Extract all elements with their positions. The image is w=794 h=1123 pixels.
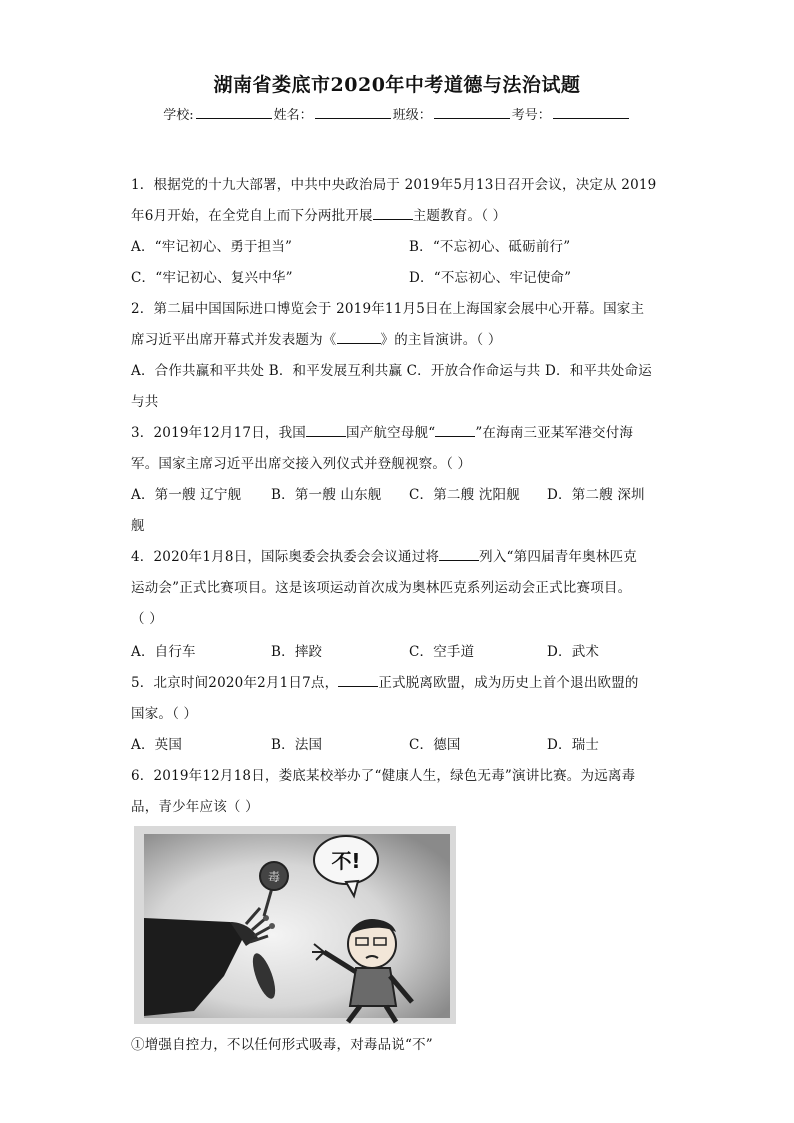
q1-stem-line2 <box>131 204 506 224</box>
anti-drug-cartoon <box>134 826 456 1024</box>
q4-stem-tail: 列入“第四届青年奥林匹克 <box>479 549 637 565</box>
q3-stem-line1 <box>131 421 633 441</box>
page-title: 湖南省娄底市2020年中考道德与法治试题 <box>213 74 581 96</box>
q5-stem-text: 5．北京时间2020年2月1日7点， <box>131 675 339 691</box>
q5-stem-line2: 国家。（ ） <box>131 706 198 722</box>
q3-blank-2 <box>435 425 475 437</box>
q1-option-a[interactable]: A．“牢记初心、勇于担当” <box>131 239 293 255</box>
q5-blank <box>338 675 378 687</box>
q5-option-a[interactable]: A．英国 <box>131 737 183 753</box>
q3-option-c[interactable]: C．第二艘 沈阳舰 <box>409 487 520 503</box>
q4-stem-line1 <box>131 545 637 565</box>
q4-stem-text: 4．2020年1月8日，国际奥委会执委会会议通过将 <box>131 549 440 565</box>
q1-blank <box>373 208 413 220</box>
q1-option-c[interactable]: C．“牢记初心、复兴中华” <box>131 270 293 286</box>
q3-options-wrap: 舰 <box>131 518 145 534</box>
q4-option-a[interactable]: A．自行车 <box>131 644 196 660</box>
q3-stem-tail: ”在海南三亚某军港交付海 <box>475 425 634 441</box>
q4-option-c[interactable]: C．空手道 <box>409 644 475 660</box>
q4-option-b[interactable]: B．摔跤 <box>271 644 323 660</box>
q3-stem-line2: 军。国家主席习近平出席交接入列仪式并登舰视察。（ ） <box>131 456 472 472</box>
q6-statement-1: ①增强自控力，不以任何形式吸毒，对毒品说“不” <box>131 1037 433 1053</box>
class-label: 班级： <box>392 108 432 123</box>
q2-stem-line1: 2．第二届中国国际进口博览会于 2019年11月5日在上海国家会展中心开幕。国家主 <box>131 301 645 317</box>
school-label: 学校: <box>163 108 194 123</box>
student-info-line <box>0 104 794 123</box>
q1-stem-line1: 1．根据党的十九大部署，中共中央政治局于 2019年5月13日召开会议，决定从 2019 <box>131 177 657 193</box>
id-label: 考号： <box>511 108 551 123</box>
q2-options-wrap: 与共 <box>131 394 159 410</box>
q2-options-line[interactable]: A．合作共赢和平共处 B．和平发展互利共赢 C．开放合作命运与共 D．和平共处命运 <box>131 363 652 379</box>
q2-stem-tail: 》的主旨演讲。（ ） <box>380 332 502 348</box>
q1-option-d[interactable]: D．“不忘初心、牢记使命” <box>409 270 572 286</box>
id-blank[interactable] <box>553 106 629 119</box>
q4-option-d[interactable]: D．武术 <box>547 644 600 660</box>
q3-option-d[interactable]: D．第二艘 深圳 <box>547 487 645 503</box>
q1-option-b[interactable]: B．“不忘初心、砥砺前行” <box>409 239 571 255</box>
q3-option-a[interactable]: A．第一艘 辽宁舰 <box>131 487 242 503</box>
school-blank[interactable] <box>196 106 272 119</box>
q2-stem-text: 席习近平出席开幕式并发表题为《 <box>131 332 337 348</box>
q5-stem-line1 <box>131 671 639 691</box>
name-label: 姓名： <box>273 108 313 123</box>
q5-option-d[interactable]: D．瑞士 <box>547 737 600 753</box>
q6-stem-line2: 品，青少年应该（ ） <box>131 799 259 815</box>
q5-option-c[interactable]: C．德国 <box>409 737 461 753</box>
q4-stem-line3: （ ） <box>131 611 163 627</box>
q1-stem-text: 年6月开始，在全党自上而下分两批开展 <box>131 208 373 224</box>
q4-stem-line2: 运动会”正式比赛项目。这是该项运动首次成为奥林匹克系列运动会正式比赛项目。 <box>131 580 632 596</box>
q2-stem-line2 <box>131 328 502 348</box>
q3-option-b[interactable]: B．第一艘 山东舰 <box>271 487 382 503</box>
class-blank[interactable] <box>434 106 510 119</box>
q2-blank <box>337 332 381 344</box>
svg-text:不!: 不! <box>331 849 361 873</box>
q1-stem-tail: 主题教育。（ ） <box>412 208 507 224</box>
name-blank[interactable] <box>315 106 391 119</box>
q3-blank-1 <box>306 425 346 437</box>
q3-stem-text: 3．2019年12月17日，我国 <box>131 425 307 441</box>
q5-option-b[interactable]: B．法国 <box>271 737 323 753</box>
q4-blank <box>439 549 479 561</box>
q5-stem-tail: 正式脱离欧盟，成为历史上首个退出欧盟的 <box>378 675 639 691</box>
svg-text:毒: 毒 <box>267 870 281 884</box>
q6-stem-line1: 6．2019年12月18日，娄底某校举办了“健康人生，绿色无毒”演讲比赛。为远离毒 <box>131 768 636 784</box>
q3-stem-mid: 国产航空母舰“ <box>346 425 436 441</box>
